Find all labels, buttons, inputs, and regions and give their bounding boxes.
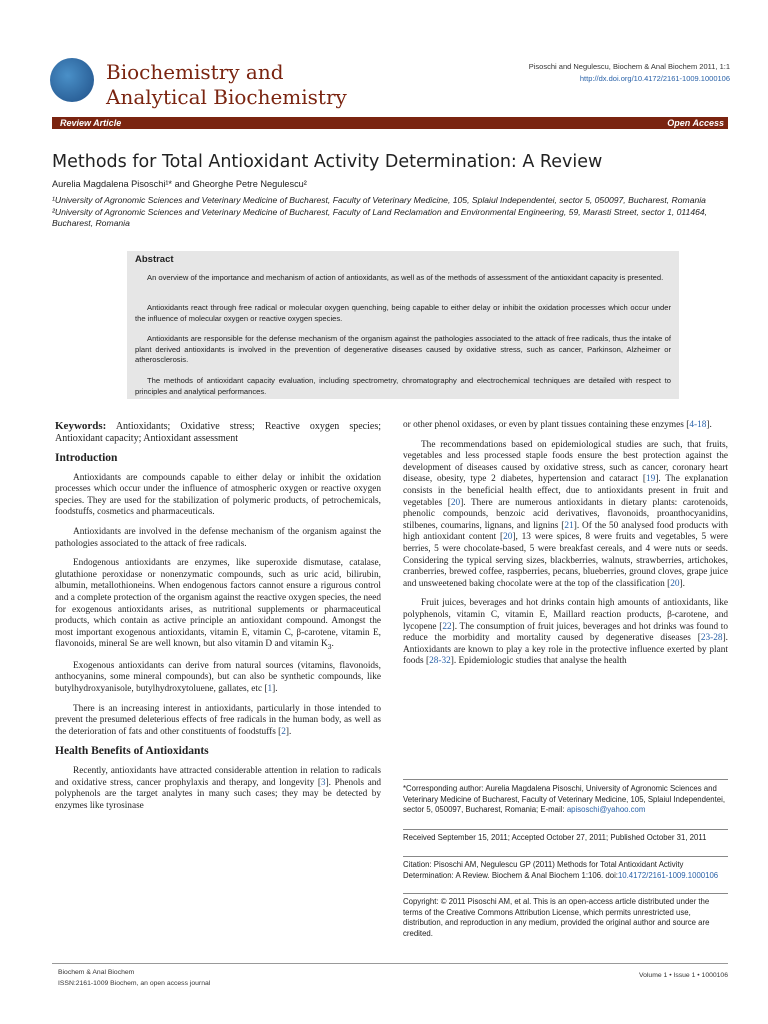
heading-health-benefits: Health Benefits of Antioxidants (55, 745, 209, 758)
text-run: Exogenous antioxidants can derive from natural sources (vitamins, flavonoids, anthocyanins, some mineral compounds), but can also be synthetic compounds, like butylhydroxyanisole, butylhydroxytoluene, gallates, etc [ (55, 660, 381, 694)
text-run: ]. (272, 683, 278, 694)
text-run: ]. (285, 726, 292, 737)
text-run: ]. The consumption of fruit juices, beverages and hot drinks was found to reduce the morbidity and mortality caused by degenerative diseases [ (403, 621, 728, 644)
footer-volume: Volume 1 • Issue 1 • 1000106 (638, 972, 728, 979)
footnote-divider (403, 779, 728, 780)
text-run: There is an increasing interest in antioxidants, particularly in those intended to prevent the presumed deleterious effects of free radicals in the human body, as well as the deterioration of fats and other constituents of foodstuffs [ (55, 703, 381, 737)
copyright-note: Copyright: © 2011 Pisoschi AM, et al. This is an open-access article distributed under the terms of the Creative Commons Attribution License, which permits unrestricted use, distribution, and reproduction in any medium, provided the original author and source are credited. (403, 897, 710, 938)
email-link[interactable]: apisoschi@yahoo.com (566, 805, 646, 814)
body-paragraph (403, 598, 728, 668)
abstract-paragraph: Antioxidants are responsible for the defense mechanism of the organism against the pathologies associated to the attack of free radicals, thus the intake of plant derived antioxidants is involved in the prevention of degenerative diseases caused by oxidative stress, such as cancer, Parkinson, Alzheimer or atherosclerosis. (135, 334, 671, 364)
left-column (55, 420, 381, 820)
text-run: ]. (706, 420, 712, 430)
text-run: ]. Antioxidants are known to play a key role in the protective influence exerted by plant foods [ (403, 633, 728, 667)
footer-issn: ISSN:2161-1009 Biochem, an open access journal (58, 980, 211, 987)
header-citation (420, 61, 730, 85)
received-dates: Received September 15, 2011; Accepted October 27, 2011; Published October 31, 2011 (403, 833, 707, 842)
journal-logo-icon (50, 58, 94, 102)
subscript: 3 (327, 642, 332, 652)
text-run: ]. The explanation consists in the beneficial health effect, due to antioxidants present in fruit and vegetables [ (403, 474, 729, 508)
footer-rule (52, 963, 728, 964)
reference-link[interactable]: 23-28 (700, 633, 723, 644)
abstract-paragraph: An overview of the importance and mechanism of action of antioxidants, as well as of the methods of assessment of the antioxidant capacity is presented. (147, 273, 664, 282)
footnote-divider (403, 893, 728, 894)
body-paragraph (403, 440, 728, 591)
text-run: Citation: Pisoschi AM, Negulescu GP (2011) Methods for Total Antioxidant Activity Determination: A Review. Biochem & Anal Biochem 1:106. doi: (403, 860, 684, 880)
reference-link[interactable]: 28-32 (429, 656, 451, 667)
footnote-divider (403, 829, 728, 830)
reference-link[interactable]: 19 (646, 474, 656, 485)
right-column (403, 420, 728, 676)
reference-link[interactable]: 20 (503, 532, 513, 543)
keywords-label: Keywords: (55, 420, 107, 432)
affiliation-1: ¹University of Agronomic Sciences and Veterinary Medicine of Bucharest, Faculty of Veterinary Medicine, 105, Splaiul Independentei, sector 5, 050097, Bucharest, Romania (52, 195, 706, 205)
text-run: Recently, antioxidants have attracted considerable attention in relation to radicals and oxidative stress, cancer prophylaxis and therapy, and longevity [ (55, 765, 381, 788)
doi-link[interactable]: 10.4172/2161-1009.1000106 (617, 870, 719, 880)
abstract-paragraph: Antioxidants react through free radical or molecular oxygen quenching, being capable to either delay or inhibit the oxidation processes which occur under the influence of molecular oxygen or reactive oxygen species. (135, 303, 671, 323)
journal-title-line2: Analytical Biochemistry (106, 85, 347, 109)
text-run: ]. Phenols and polyphenols are the target analytes in many such cases; they may be detected by enzymes like tyrosinase (55, 777, 381, 811)
text-run: *Corresponding author: Aurelia Magdalena Pisoschi, University of Agronomic Sciences and Veterinary Medicine of Bucharest, Faculty of Veterinary Medicine, 105, Splaiul Independentei, sector 5, 050097, Bucharest, Romania; E-mail: (403, 784, 726, 814)
text-run: ]. (679, 578, 685, 589)
text-run: ]. Epidemiologic studies that analyse the health (450, 656, 627, 667)
body-paragraph (403, 420, 728, 432)
text-run: or other phenol oxidases, or even by plant tissues containing these enzymes [ (403, 420, 690, 430)
body-paragraph: Antioxidants are compounds capable to either delay or inhibit the oxidation processes which occur under the influence of atmospheric oxygen or reactive oxygen species. They are used for the stabilization of polymeric products, of petrochemicals, foodstuffs, cosmetics and pharmaceuticals. (55, 472, 381, 518)
journal-title-line1: Biochemistry and (106, 60, 284, 84)
text-run: ]. Of the 50 analysed food products with high antioxidant content [ (403, 520, 728, 543)
header-doi-link[interactable]: http://dx.doi.org/10.4172/2161-1009.1000106 (579, 74, 730, 83)
text-run: ]. There are numerous antioxidants in dietary plants: carotenoids, phenolic compounds, benzoic acid derivatives, flavonoids, proanthocyanidins, stilbenes, coumarins, lignans, and lignins [ (403, 497, 728, 531)
footnote-divider (403, 856, 728, 857)
reference-link[interactable]: 20 (670, 578, 680, 589)
reference-link[interactable]: 3 (320, 777, 326, 788)
text-run: Endogenous antioxidants are enzymes, like superoxide dismutase, catalase, glutathione peroxidase or nonenzymatic compounds, such as uric acid, bilirubin, albumin, metallothioneins. When endogenous factors cannot ensure a rigurous control and a complete protection of the organism against the reactive oxygen species, the need for exogenous antioxidants arises, as nutritional supplements or pharmaceutical products, which contain as active principle an antioxidant compound. Amongst the most important exogenous antioxidants, vitamin E, vitamin C, β-carotene, vitamin E, flavonoids, mineral Se are well known, but also vitamin D and vitamin K (55, 558, 381, 650)
text-run: . (331, 639, 334, 650)
body-paragraph (55, 766, 381, 812)
heading-introduction: Introduction (55, 452, 118, 464)
reference-link[interactable]: 2 (281, 726, 286, 737)
affiliation-2: ²University of Agronomic Sciences and Veterinary Medicine of Bucharest, Faculty of Land Reclamation and Environmental Engineering, 59, Marasti Street, sector 1, 011464, Bucharest, Romania (52, 206, 708, 229)
text-run: Fruit juices, beverages and hot drinks contain high amounts of antioxidants, like polyphenols, vitamin C, vitamin E, Maillard reaction products, β-carotene, and lycopene [ (403, 598, 728, 632)
body-paragraph (55, 704, 381, 739)
corresponding-author-note (403, 784, 728, 816)
text-run: The recommendations based on epidemiological studies are such, that fruits, vegetables and less processed staple foods ensure the best protection against the development of diseases caused by oxidative stress, such as cancer, coronary heart disease, obesity, type 2 diabetes, hypertension and cataract [ (403, 439, 728, 485)
footer-journal: Biochem & Anal Biochem (58, 969, 135, 976)
reference-link[interactable]: 4-18 (689, 420, 707, 430)
journal-title (106, 60, 347, 110)
abstract-paragraph: The methods of antioxidant capacity evaluation, including spectrometry, chromatography and electrochemical techniques are detailed with respect to principles and analytical performances. (135, 376, 671, 396)
reference-link[interactable]: 1 (267, 683, 273, 694)
footer-left (58, 967, 210, 989)
body-paragraph: Antioxidants are involved in the defense mechanism of the organism against the pathologies associated to the attack of free radicals. (55, 526, 381, 549)
keywords (55, 420, 381, 445)
citation-note (403, 860, 728, 881)
article-authors: Aurelia Magdalena Pisoschi¹* and Gheorghe Petre Negulescu² (52, 179, 307, 189)
author-affiliations (52, 195, 732, 230)
body-paragraph (55, 661, 381, 696)
reference-link[interactable]: 22 (442, 621, 452, 632)
article-type-banner (52, 117, 728, 129)
keywords-text: Antioxidants; Oxidative stress; Reactive oxygen species; Antioxidant capacity; Antioxidant assessment (55, 421, 382, 444)
body-paragraph (55, 558, 381, 653)
reference-link[interactable]: 21 (564, 520, 574, 531)
article-title: Methods for Total Antioxidant Activity Determination: A Review (52, 152, 603, 172)
abstract-heading: Abstract (135, 254, 174, 265)
review-article-label: Review Article (60, 118, 122, 128)
header-citation-text: Pisoschi and Negulescu, Biochem & Anal Biochem 2011, 1:1 (528, 62, 730, 71)
text-run: ], 13 were spices, 8 were fruits and vegetables, 5 were berries, 5 were chocolate-based, 5 were breakfast cereals, and 4 were nuts or seeds. Considering the typical serving sizes, blackberries, walnuts, strawberries, artichokes, cranberries, brewed coffee, raspberries, pecans, blueberries, ground cloves, grape juice and unsweetened baking chocolate were at the top of the classification [ (403, 532, 728, 589)
open-access-label: Open Access (667, 118, 724, 128)
abstract-box (127, 251, 679, 399)
reference-link[interactable]: 20 (450, 497, 461, 508)
